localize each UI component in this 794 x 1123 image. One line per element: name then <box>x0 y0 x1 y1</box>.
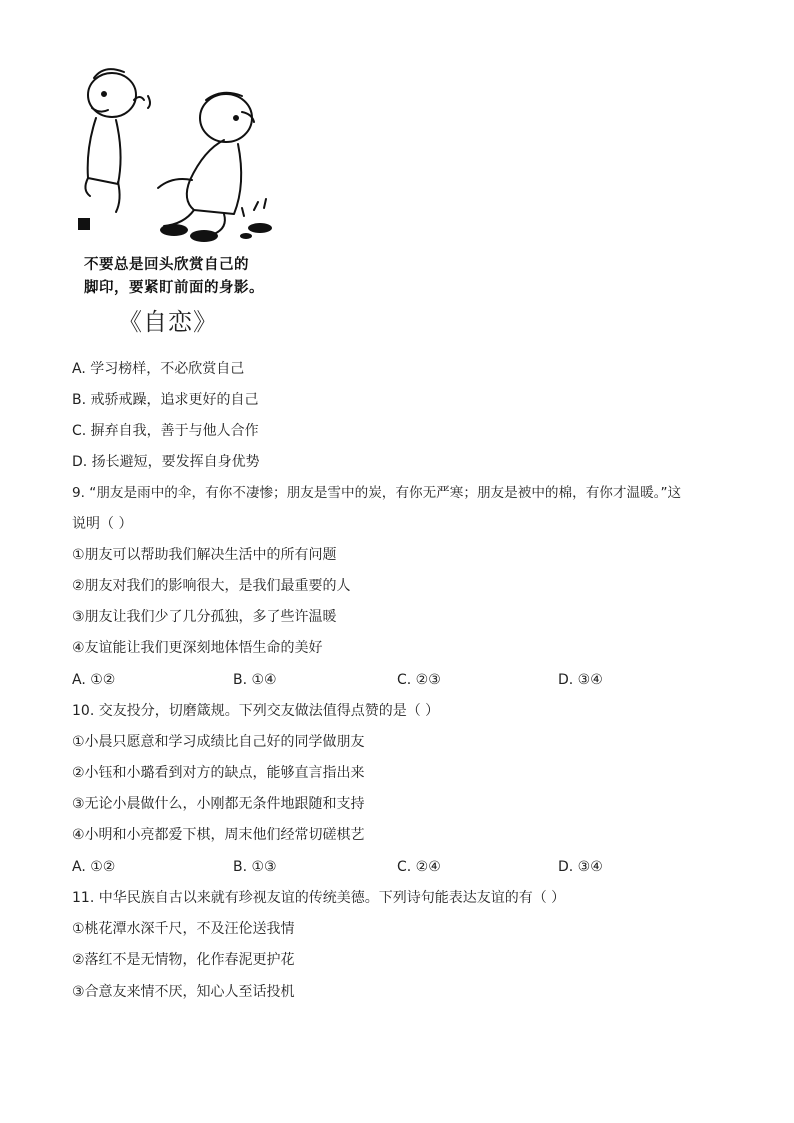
q9-option-b: B. ①④ <box>233 672 277 688</box>
q9-item-2: ②朋友对我们的影响很大，是我们最重要的人 <box>72 578 351 594</box>
q10-option-a: A. ①② <box>72 859 116 875</box>
q10-option-d: D. ③④ <box>558 859 603 875</box>
q11-item-2: ②落红不是无情物，化作春泥更护花 <box>72 952 295 968</box>
q9-stem-line-2: 说明（ ） <box>72 516 133 532</box>
q8-option-b: B. 戒骄戒躁，追求更好的自己 <box>72 392 259 408</box>
q10-stem: 10. 交友投分，切磨箴规。下列交友做法值得点赞的是（ ） <box>72 703 440 719</box>
q10-item-2: ②小钰和小璐看到对方的缺点，能够直言指出来 <box>72 765 365 781</box>
cartoon-title: 《自恋》 <box>118 308 218 336</box>
cartoon-caption-line-2: 脚印，要紧盯前面的身影。 <box>84 279 264 296</box>
q9-item-3: ③朋友让我们少了几分孤独，多了些许温暖 <box>72 609 337 625</box>
q9-option-d: D. ③④ <box>558 672 603 688</box>
q9-option-c: C. ②③ <box>397 672 441 688</box>
q9-item-1: ①朋友可以帮助我们解决生活中的所有问题 <box>72 547 337 563</box>
q8-option-c: C. 摒弃自我，善于与他人合作 <box>72 423 259 439</box>
q9-option-a: A. ①② <box>72 672 116 688</box>
cartoon-caption-line-1: 不要总是回头欣赏自己的 <box>84 256 249 273</box>
q10-option-c: C. ②④ <box>397 859 441 875</box>
q10-item-3: ③无论小晨做什么，小刚都无条件地跟随和支持 <box>72 796 365 812</box>
q11-stem: 11. 中华民族自古以来就有珍视友谊的传统美德。下列诗句能表达友谊的有（ ） <box>72 890 566 906</box>
q9-stem-line-1: 9. “朋友是雨中的伞，有你不凄惨；朋友是雪中的炭，有你无严寒；朋友是被中的棉，有你才温暖。”这 <box>72 485 682 501</box>
cartoon-drawing <box>74 60 284 250</box>
q8-option-d: D. 扬长避短，要发挥自身优势 <box>72 454 260 470</box>
q11-item-1: ①桃花潭水深千尺，不及汪伦送我情 <box>72 921 295 937</box>
cartoon-illustration <box>74 60 284 300</box>
q10-option-b: B. ①③ <box>233 859 277 875</box>
q11-item-3: ③合意友来情不厌，知心人至话投机 <box>72 984 295 1000</box>
q9-item-4: ④友谊能让我们更深刻地体悟生命的美好 <box>72 640 323 656</box>
q8-option-a: A. 学习榜样，不必欣赏自己 <box>72 361 245 377</box>
q10-item-4: ④小明和小亮都爱下棋，周末他们经常切磋棋艺 <box>72 827 365 843</box>
q10-item-1: ①小晨只愿意和学习成绩比自己好的同学做朋友 <box>72 734 365 750</box>
